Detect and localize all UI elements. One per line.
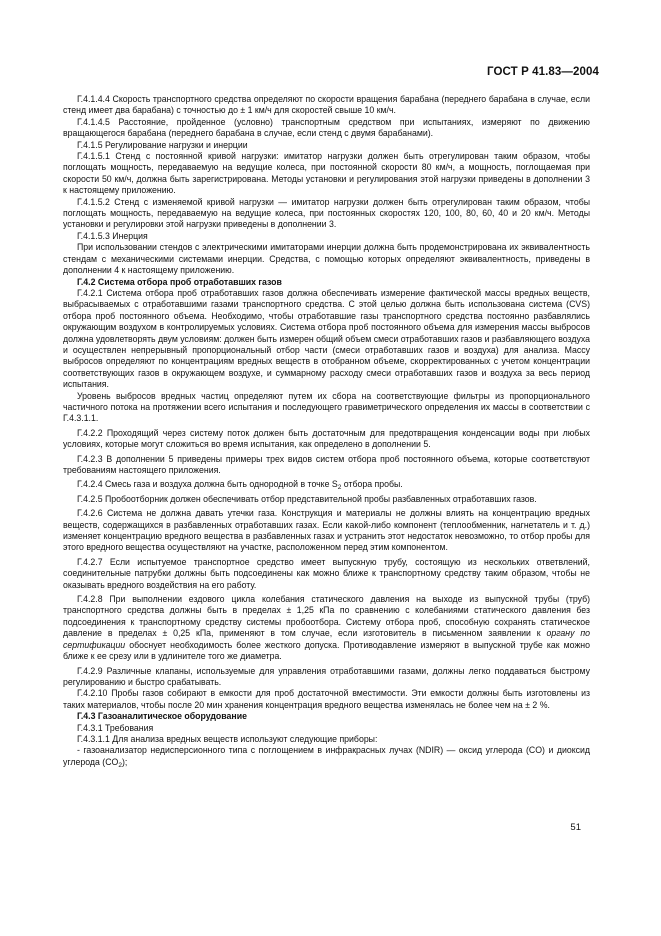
- paragraph: Г.4.1.5.1 Стенд с постоянной кривой нагрузки: имитатор нагрузки должен быть отрегулирован таким образом, чтобы поглощать мощность, передаваемую на ведущие колеса, при постоянной скорости 80 км/ч, а мощность, поглощаемая при скорости 50 км/ч, должна быть зарегистрирована. Методы установки и регулирования этой нагрузки приведены в дополнении 3 к настоящему приложению.: [63, 151, 590, 196]
- section-heading: Г.4.2 Система отбора проб отработавших газов: [77, 276, 282, 287]
- paragraph: Уровень выбросов вредных частиц определяют путем их сбора на соответствующие фильтры из пропорционального частичного потока на протяжении всего испытания и последующего гравиметрического определения их массы в соответствии с Г.4.3.1.1.: [63, 390, 590, 424]
- paragraph: Г.4.2.7 Если испытуемое транспортное средство имеет выпускную трубу, состоящую из нескольких ответвлений, соединительные патрубки должны быть подсоединены как можно ближе к транспортному средству таким образом, чтобы не оказывать вредного воздействия на его работу.: [63, 556, 590, 590]
- paragraph: Г.4.2.10 Пробы газов собирают в емкости для проб достаточной вместимости. Эти емкости должны быть изготовлены из таких материалов, чтобы после 20 мин хранения концентрация вредного вещества изменялась не более чем на ± 2 %.: [63, 688, 590, 710]
- paragraph: - газоанализатор недисперсионного типа с поглощением в инфракрасных лучах (NDIR) — оксид углерода (CO) и диоксид углерода $(CO_2)$;: [63, 745, 590, 769]
- paragraph: При использовании стендов с электрическими имитаторами инерции должна быть продемонстрирована их эквивалентность стендам с механическими системами инерции. Средства, с помощью которых определяют эквивалентность, приведены в дополнении 4 к настоящему приложению.: [63, 242, 590, 276]
- document-body: [63, 94, 590, 768]
- paragraph: Г.4.2.9 Различные клапаны, используемые для управления отработавшими газами, должны легко поддаваться быстрому регулированию и быстро срабатывать.: [63, 665, 590, 687]
- paragraph: Г.4.1.4.4 Скорость транспортного средства определяют по скорости вращения барабана (переднего барабана в случае, если стенд имеет два барабана) с точностью до ± 1 км/ч для скоростей свыше 10 км/ч.: [63, 94, 590, 116]
- paragraph: Г.4.1.4.5 Расстояние, пройденное (условно) транспортным средством при испытаниях, измеряют по движению вращающегося барабана (переднего барабана в случае, если стенд с двумя барабанами).: [63, 116, 590, 139]
- paragraph: Г.4.2.6 Система не должна давать утечки газа. Конструкция и материалы не должны влиять на концентрацию вредных веществ, содержащихся в разбавленных отработавших газах. Если какой-либо компонент (теплообменник, нагнетатель и т. д.) изменяет концентрацию вредного вещества в разбавленных газах и устранить этот недостаток невозможно, то отбор пробы для этого вредного вещества осуществляют на участке, расположенном перед этим компонентом.: [63, 508, 590, 553]
- paragraph: Г.4.3.1.1 Для анализа вредных веществ используют следующие приборы:: [77, 733, 378, 744]
- paragraph: Г.4.2.5 Пробоотборник должен обеспечивать отбор представительной пробы разбавленных отработавших газов.: [77, 493, 537, 504]
- paragraph: Г.4.2.4 Смесь газа и воздуха должна быть однородной в точке $S_2$ отбора пробы.: [77, 479, 403, 492]
- paragraph: Г.4.1.5 Регулирование нагрузки и инерции: [77, 139, 248, 150]
- section-heading: Г.4.3 Газоаналитическое оборудование: [77, 711, 247, 722]
- paragraph: Г.4.2.8 При выполнении ездового цикла колебания статического давления на выходе из выпускной трубы (труб) транспортного средства должны быть в пределах ± 1,25 кПа по сравнению с колебаниями статического давления без подсоединения к транспортному средству системы пробоотбора. Систему отбора проб, способную сохранять статическое давление в пределах ± 0,25 кПа, применяют в том случае, если изготовитель в письменном заявлении к органу по сертификации обоснует необходимость более жесткого допуска. Противодавление измеряют в выпускной трубе как можно ближе к ее срезу или в удлинителе того же диаметра.: [63, 594, 591, 662]
- paragraph: Г.4.1.5.2 Стенд с изменяемой кривой нагрузки — имитатор нагрузки должен быть отрегулирован таким образом, чтобы поглощать мощность, передаваемую на ведущие колеса, при постоянных скоростях 120, 100, 80, 60, 40 и 20 км/ч. Методы установки и регулировки этой нагрузки приведены в дополнении 3.: [63, 196, 590, 230]
- page-number: 51: [570, 822, 581, 833]
- document-header: ГОСТ Р 41.83—2004: [487, 66, 599, 78]
- paragraph: Г.4.2.2 Проходящий через систему поток должен быть достаточным для предотвращения конденсации воды при любых условиях, которые могут сложиться во время испытания, как определено в дополнении 5.: [63, 427, 590, 450]
- paragraph: Г.4.2.3 В дополнении 5 приведены примеры трех видов систем отбора проб постоянного объема, которые соответствуют требованиям настоящего приложения.: [63, 453, 590, 475]
- paragraph: Г.4.2.1 Система отбора проб отработавших газов должна обеспечивать измерение фактической массы вредных веществ, выбрасываемых с отработавшими газами транспортного средства. С этой целью должна быть использована система (CVS) отбора проб постоянного объема. Необходимо, чтобы отработавшие газы транспортного средства постоянно разбавлялись окружающим воздухом в контролируемых условиях. Система отбора проб постоянного объема для измерения массы выбросов должна удовлетворять двум условиям: должен быть измерен общий объем смеси отработавших газов и разбавляющего воздуха и осуществлен непрерывный пропорциональный отбор части (смеси отработавших газов и воздуха) для анализа. Массу выбросов определяют по концентрациям вредных веществ в отобранном объеме, скорректированных с учетом концентрации соответствующих газов в окружающем воздухе, и суммарному расходу смеси отработавших газов и воздуха за весь период испытания.: [63, 287, 590, 390]
- paragraph: Г.4.1.5.3 Инерция: [77, 230, 148, 241]
- paragraph: Г.4.3.1 Требования: [77, 722, 154, 733]
